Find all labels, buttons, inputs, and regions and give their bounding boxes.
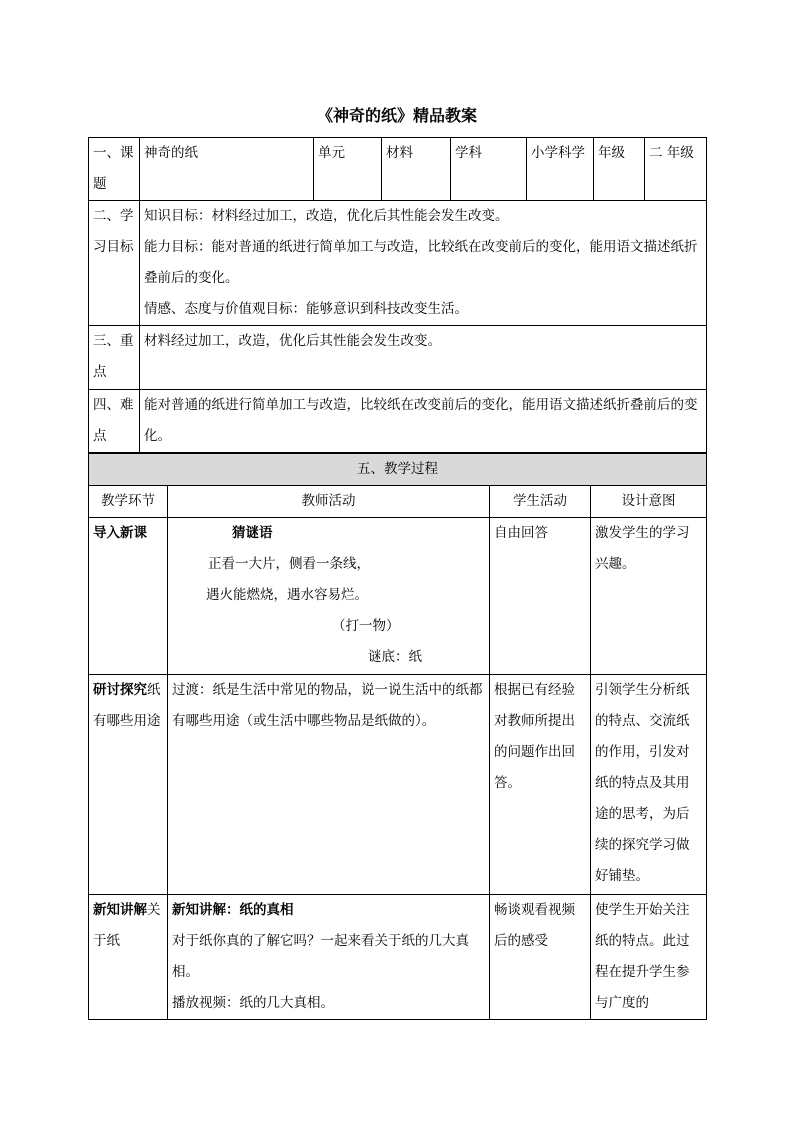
process-table — [88, 453, 707, 1020]
topic-row — [89, 138, 707, 201]
stage-new — [89, 895, 168, 1020]
stage-new-title: 新知讲解 — [93, 902, 147, 918]
stage-new-sub: 关于纸 — [93, 902, 161, 949]
process-section-row — [89, 454, 707, 486]
topic-label: 一、课题 — [89, 138, 140, 201]
objectives-label: 二、学习目标 — [89, 201, 140, 326]
teacher-new-p1: 对于纸你真的了解它吗？一起来看关于纸的几大真相。 — [172, 933, 469, 980]
page-title: 《神奇的纸》精品教案 — [316, 106, 477, 125]
intent-new: 使学生开始关注纸的特点。此过程在提升学生参与广度的 — [591, 895, 707, 1020]
difficulty-content: 能对普通的纸进行简单加工与改造，比较纸在改变前后的变化，能用语文描述纸折叠前后的变化。 — [140, 390, 707, 453]
grade-value: 二 年级 — [645, 138, 707, 201]
subject-label: 学科 — [451, 138, 527, 201]
teacher-explore: 过渡：纸是生活中常见的物品，说一说生活中的纸都有哪些用途（或生活中哪些物品是纸做的）。 — [168, 675, 490, 895]
objectives-content — [140, 201, 707, 326]
stage-explore-title: 研讨探究 — [93, 682, 147, 698]
topic-value: 神奇的纸 — [140, 138, 314, 201]
riddle-answer: 谜底：纸 — [368, 649, 422, 665]
subject-value: 小学科学 — [527, 138, 594, 201]
table-row — [89, 518, 707, 675]
objective-knowledge: 知识目标：材料经过加工，改造，优化后其性能会发生改变。 — [144, 208, 509, 224]
key-point-row — [89, 326, 707, 390]
header-teacher: 教师活动 — [168, 486, 490, 518]
difficulty-label: 四、难点 — [89, 390, 140, 453]
header-student: 学生活动 — [490, 486, 591, 518]
key-point-content: 材料经过加工，改造，优化后其性能会发生改变。 — [140, 326, 707, 390]
header-intent: 设计意图 — [591, 486, 707, 518]
info-table — [88, 137, 707, 453]
objective-attitude: 情感、态度与价值观目标：能够意识到科技改变生活。 — [144, 301, 468, 317]
teacher-new-heading: 新知讲解：纸的真相 — [172, 902, 294, 918]
student-new: 畅谈观看视频后的感受 — [490, 895, 591, 1020]
riddle-title: 猜谜语 — [232, 525, 273, 541]
unit-label: 单元 — [314, 138, 382, 201]
header-stage: 教学环节 — [89, 486, 168, 518]
teacher-new — [168, 895, 490, 1020]
riddle-line-2: 遇火能燃烧，遇水容易烂。 — [206, 587, 368, 603]
stage-explore-sub: 纸有哪些用途 — [93, 682, 161, 729]
intent-explore: 引领学生分析纸的特点、交流纸的作用，引发对纸的特点及其用途的思考，为后续的探究学习做好铺垫。 — [591, 675, 707, 895]
process-header-row — [89, 486, 707, 518]
unit-value: 材料 — [382, 138, 451, 201]
difficulty-row — [89, 390, 707, 453]
objectives-row — [89, 201, 707, 326]
riddle-line-1: 正看一大片，侧看一条线， — [208, 556, 370, 572]
teacher-new-p2: 播放视频：纸的几大真相。 — [172, 995, 334, 1011]
key-point-label: 三、重点 — [89, 326, 140, 390]
student-intro: 自由回答 — [490, 518, 591, 675]
riddle-hint: （打一物） — [332, 618, 400, 634]
table-row — [89, 675, 707, 895]
intent-intro: 激发学生的学习兴趣。 — [591, 518, 707, 675]
stage-intro: 导入新课 — [89, 518, 168, 675]
stage-explore — [89, 675, 168, 895]
grade-label: 年级 — [594, 138, 645, 201]
process-section-title: 五、教学过程 — [89, 454, 707, 486]
teacher-intro — [168, 518, 490, 675]
objective-ability: 能力目标：能对普通的纸进行简单加工与改造，比较纸在改变前后的变化，能用语文描述纸折叠前后的变化。 — [144, 239, 698, 286]
student-explore: 根据已有经验对教师所提出的问题作出回答。 — [490, 675, 591, 895]
table-row — [89, 895, 707, 1020]
